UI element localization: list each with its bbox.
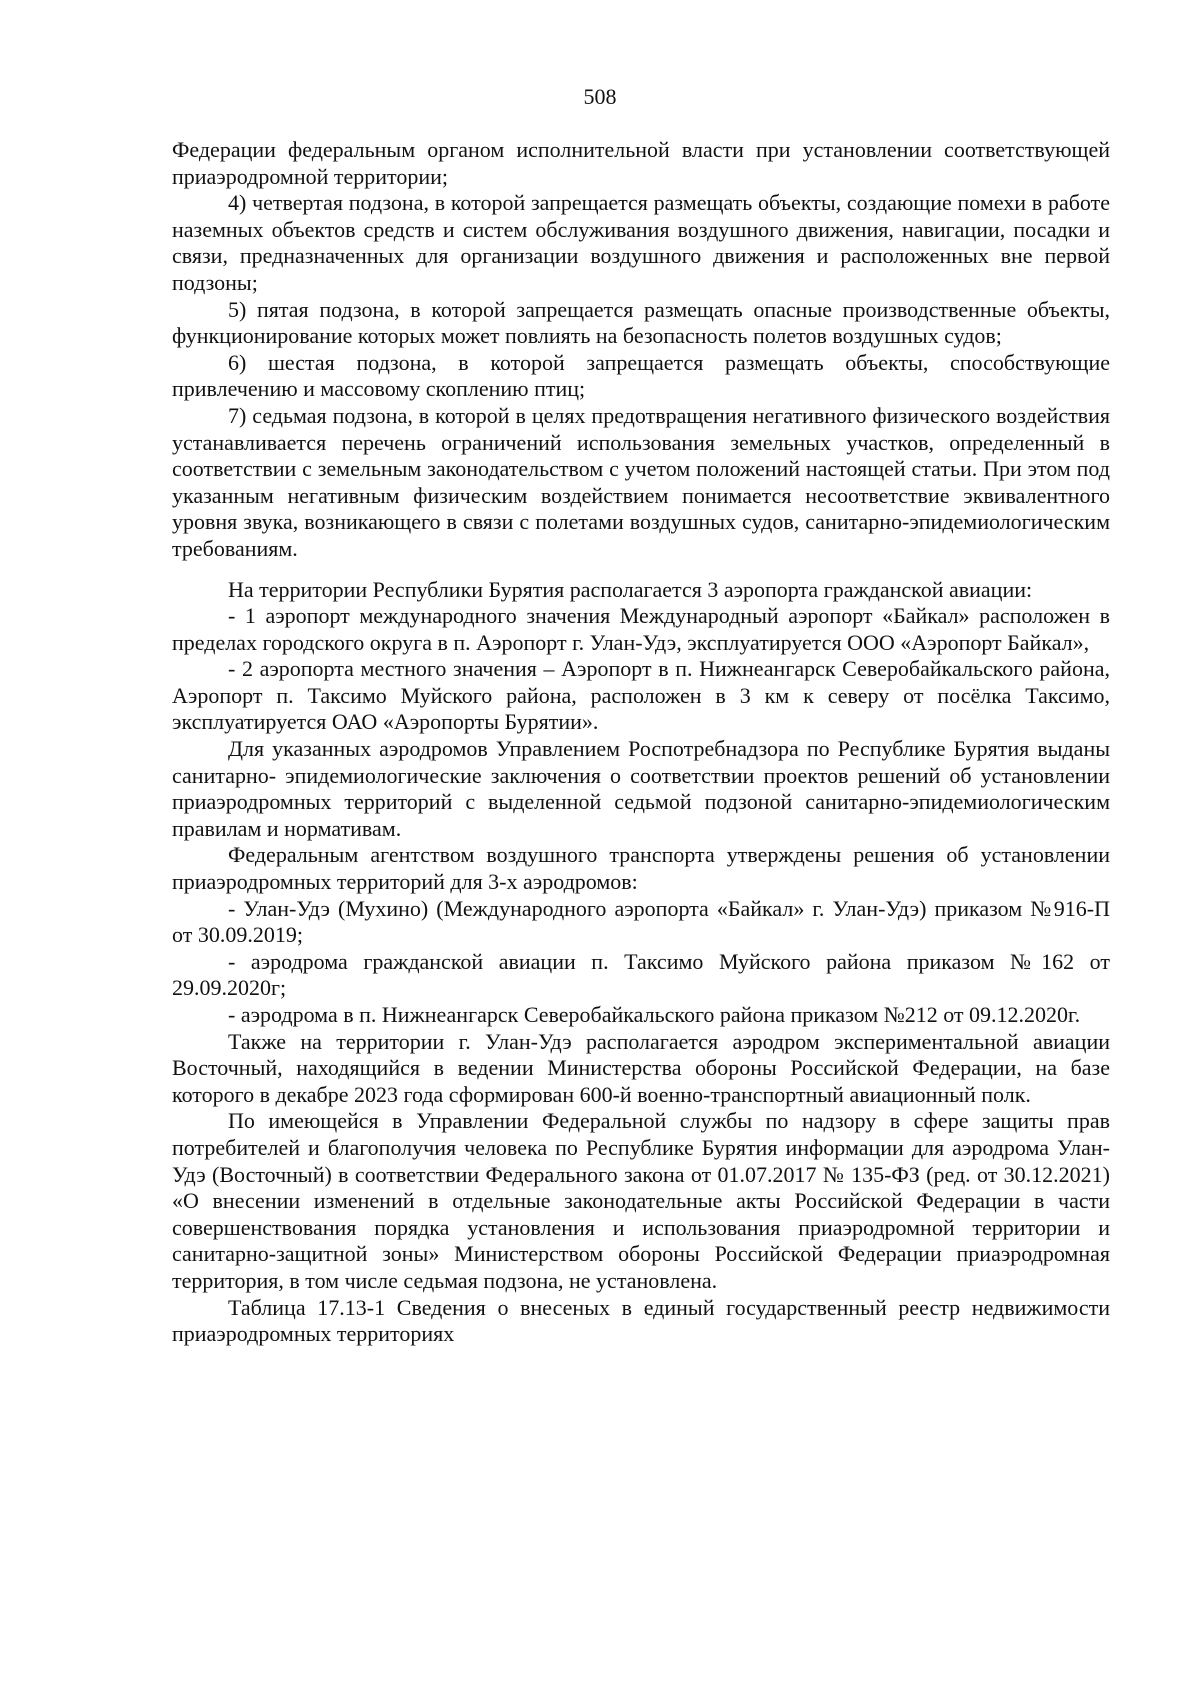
page-number: 508 bbox=[583, 84, 617, 109]
paragraph-subzone-6: 6) шестая подзона, в которой запрещается размещать объекты, способствующие привлечению и массовому скоплению птиц; bbox=[172, 349, 1110, 402]
paragraph-federal-agency: Федеральным агентством воздушного транспорта утверждены решения об установлении приаэродромных территорий для 3-х аэродромов: bbox=[172, 842, 1110, 895]
paragraph-airport-international: - 1 аэропорт международного значения Международный аэропорт «Байкал» расположен в пределах городского округа в п. Аэропорт г. Улан-Удэ, эксплуатируется ООО «Аэропорт Байкал», bbox=[172, 603, 1110, 655]
paragraph-subzone-5: 5) пятая подзона, в которой запрещается размещать опасные производственные объекты, функционирование которых может повлиять на безопасность полетов воздушных судов; bbox=[172, 296, 1110, 349]
table-caption: Таблица 17.13-1 Сведения о внесеных в единый государственный реестр недвижимости приаэродромных территориях bbox=[172, 1294, 1110, 1347]
paragraph-subzone-4: 4) четвертая подзона, в которой запрещается размещать объекты, создающие помехи в работе наземных объектов средств и систем обслуживания воздушного движения, навигации, посадки и связи, предназначенных для организации воздушного движения и расположенных вне первой подзоны; bbox=[172, 190, 1110, 295]
paragraph-order-nizhneangarsk: - аэродрома в п. Нижнеангарск Северобайкальского района приказом №212 от 09.12.2020г. bbox=[228, 1002, 1081, 1027]
paragraph-airports-local: - 2 аэропорта местного значения – Аэропорт в п. Нижнеангарск Северобайкальского района, Аэропорт п. Таксимо Муйского района, расположен в 3 км к северу от посёлка Таксимо, эксплуатируется ОАО «Аэропорты Бурятии». bbox=[172, 656, 1110, 735]
paragraph-order-taksimo: - аэродрома гражданской авиации п. Таксимо Муйского района приказом №162 от 29.09.2020г; bbox=[172, 948, 1110, 1001]
paragraph-vostochny: Также на территории г. Улан-Удэ располагается аэродром экспериментальной авиации Восточный, находящийся в ведении Министерства обороны Российской Федерации, на базе которого в декабре 2023 года сформирован 600-й военно-транспортный авиационный полк. bbox=[172, 1028, 1110, 1107]
paragraph-rospotrebnadzor-info: По имеющейся в Управлении Федеральной службы по надзору в сфере защиты прав потребителей и благополучия человека по Республике Бурятия информации для аэродрома Улан-Удэ (Восточный) в соответствии Федерального закона от 01.07.2017 № 135-ФЗ (ред. от 30.12.2021) «О внесении изменений в отдельные законодательные акты Российской Федерации в части совершенствования порядка установления и использования приаэродромной территории и санитарно-защитной зоны» Министерством обороны Российской Федерации приаэродромная территория, в том числе седьмая подзона, не установлена. bbox=[172, 1108, 1110, 1293]
paragraph-airports-intro: На территории Республики Бурятия располагается 3 аэропорта гражданской авиации: bbox=[228, 576, 1033, 602]
paragraph-continuation: Федерации федеральным органом исполнительной власти при установлении соответствующей приаэродромной территории; bbox=[172, 137, 1110, 189]
paragraph-subzone-7: 7) седьмая подзона, в которой в целях предотвращения негативного физического воздействия устанавливается перечень ограничений использования земельных участков, определенный в соответствии с земельным законодательством с учетом положений настоящей статьи. При этом под указанным негативным физическим воздействием понимается несоответствие эквивалентного уровня звука, возникающего в связи с полетами воздушных судов, санитарно-эпидемиологическим требованиям. bbox=[172, 402, 1110, 561]
paragraph-sanitary-conclusions: Для указанных аэродромов Управлением Роспотребнадзора по Республике Бурятия выданы санитарно- эпидемиологические заключения о соответствии проектов решений об установлении приаэродромных территорий с выделенной седьмой подзоной санитарно-эпидемиологическим правилам и нормативам. bbox=[172, 736, 1110, 841]
document-body bbox=[172, 137, 1110, 1348]
paragraph-order-ulan-ude: - Улан-Удэ (Мухино) (Международного аэропорта «Байкал» г. Улан-Удэ) приказом №916-П от 30.09.2019; bbox=[172, 895, 1110, 948]
